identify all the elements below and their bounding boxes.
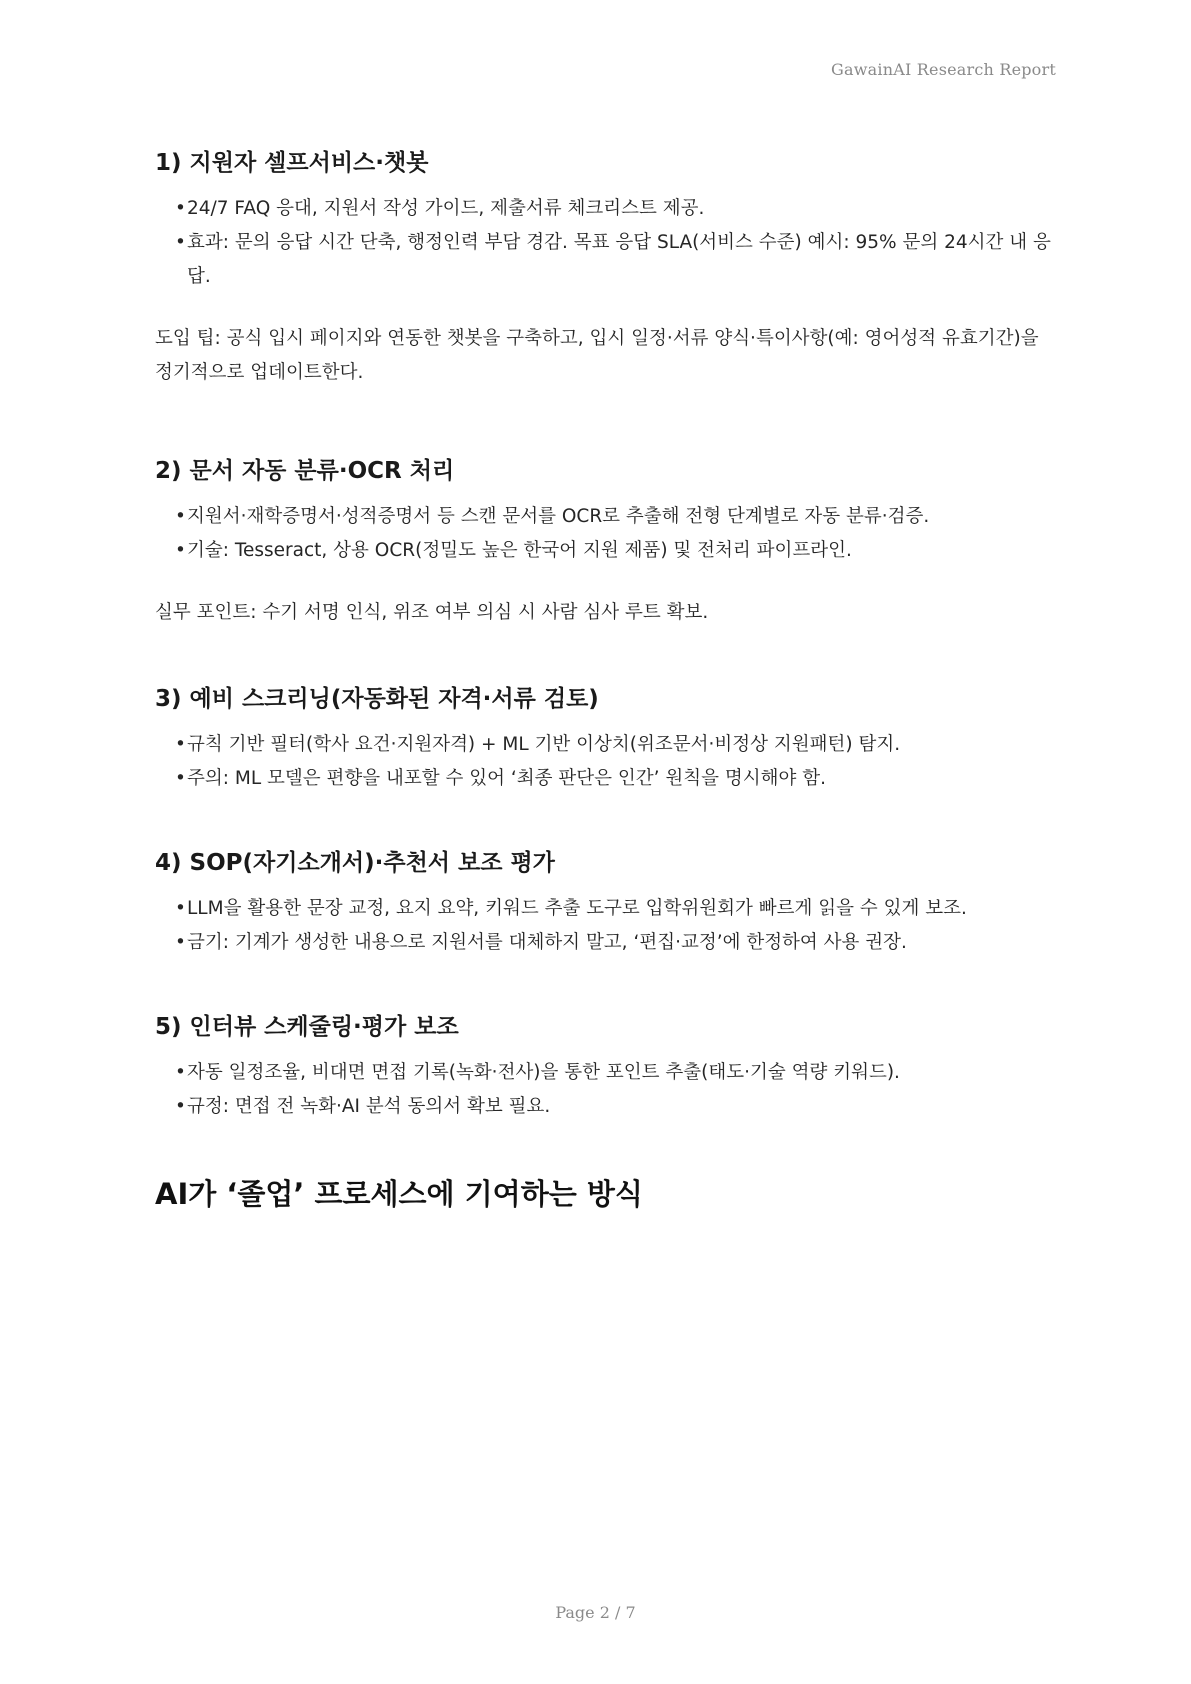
section-sop xyxy=(155,846,1055,960)
page-number: Page 2 / 7 xyxy=(555,1603,636,1622)
list-item: • 규정: 면접 전 녹화·AI 분석 동의서 확보 필요. xyxy=(155,1090,1055,1124)
document-body xyxy=(155,146,1055,1214)
section-heading: 4) SOP(자기소개서)·추천서 보조 평가 xyxy=(155,850,555,876)
report-header: GawainAI Research Report xyxy=(831,60,1056,79)
bullet-list xyxy=(155,728,1055,796)
list-item: • LLM을 활용한 문장 교정, 요지 요약, 키워드 추출 도구로 입학위원회가 빠르게 읽을 수 있게 보조. xyxy=(155,892,1055,926)
bullet-list xyxy=(155,1056,1055,1124)
list-item: • 지원서·재학증명서·성적증명서 등 스캔 문서를 OCR로 추출해 전형 단계별로 자동 분류·검증. xyxy=(155,500,1055,534)
list-item: • 규칙 기반 필터(학사 요건·지원자격) + ML 기반 이상치(위조문서·비정상 지원패턴) 탐지. xyxy=(155,728,1055,762)
list-item: • 금기: 기계가 생성한 내용으로 지원서를 대체하지 말고, ‘편집·교정’에 한정하여 사용 권장. xyxy=(155,926,1055,960)
chapter-heading: AI가 ‘졸업’ 프로세스에 기여하는 방식 xyxy=(155,1177,643,1211)
section-heading: 3) 예비 스크리닝(자동화된 자격·서류 검토) xyxy=(155,686,599,712)
list-item: • 주의: ML 모델은 편향을 내포할 수 있어 ‘최종 판단은 인간’ 원칙을 명시해야 함. xyxy=(155,762,1055,796)
list-item: • 24/7 FAQ 응대, 지원서 작성 가이드, 제출서류 체크리스트 제공. xyxy=(155,192,1055,226)
practice-point-paragraph: 실무 포인트: 수기 서명 인식, 위조 여부 의심 시 사람 심사 루트 확보. xyxy=(155,602,709,623)
tip-paragraph: 도입 팁: 공식 입시 페이지와 연동한 챗봇을 구축하고, 입시 일정·서류 양식·특이사항(예: 영어성적 유효기간)을 정기적으로 업데이트한다. xyxy=(155,328,1039,383)
list-item: • 기술: Tesseract, 상용 OCR(정밀도 높은 한국어 지원 제품) 및 전처리 파이프라인. xyxy=(155,534,1055,568)
bullet-list xyxy=(155,500,1055,568)
list-item: • 효과: 문의 응답 시간 단축, 행정인력 부담 경감. 목표 응답 SLA(서비스 수준) 예시: 95% 문의 24시간 내 응답. xyxy=(155,226,1055,294)
section-interview xyxy=(155,1010,1055,1124)
section-screening xyxy=(155,682,1055,796)
bullet-list xyxy=(155,892,1055,960)
section-heading: 2) 문서 자동 분류·OCR 처리 xyxy=(155,458,455,484)
section-ocr xyxy=(155,454,1055,630)
bullet-list xyxy=(155,192,1055,294)
list-item: • 자동 일정조율, 비대면 면접 기록(녹화·전사)을 통한 포인트 추출(태도·기술 역량 키워드). xyxy=(155,1056,1055,1090)
section-heading: 5) 인터뷰 스케줄링·평가 보조 xyxy=(155,1014,459,1040)
section-chatbot xyxy=(155,146,1055,390)
section-heading: 1) 지원자 셀프서비스·챗봇 xyxy=(155,150,429,176)
